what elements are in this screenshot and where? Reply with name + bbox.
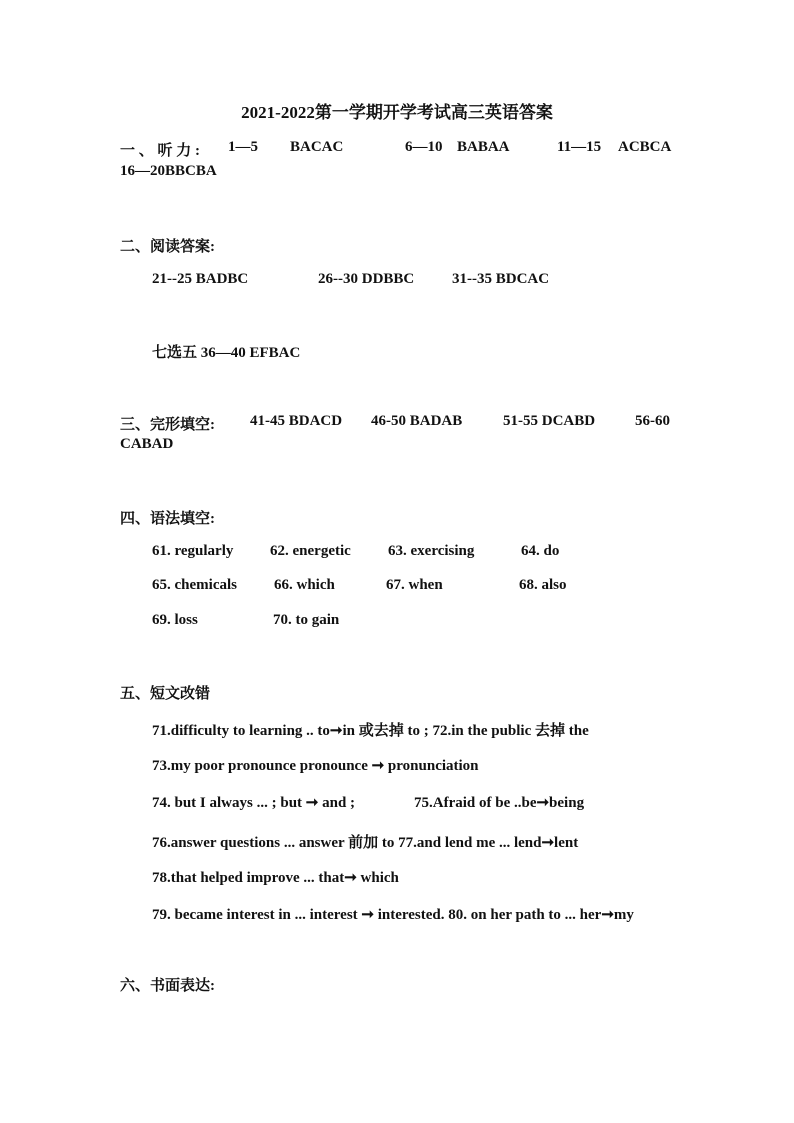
grammar-item: 67. when xyxy=(386,577,443,593)
grammar-item: 61. regularly xyxy=(152,543,234,559)
listening-section xyxy=(120,139,200,160)
grammar-item: 62. energetic xyxy=(270,543,351,559)
correction-line: 75.Afraid of be ..be➞being xyxy=(414,795,585,811)
cloze-line-2: CABAD xyxy=(120,436,174,452)
listening-answers-1: BACAC xyxy=(290,139,344,155)
correction-line: 76.answer questions ... answer 前加 to 77.and lend me ... lend➞lent xyxy=(152,835,579,851)
grammar-item: 69. loss xyxy=(152,612,198,628)
grammar-item: 68. also xyxy=(519,577,567,593)
correction-line: 74. but I always ... ; but ➞ and ; xyxy=(152,795,356,811)
writing-label: 六、书面表达: xyxy=(120,978,215,994)
listening-label: 一 、 听 力 : xyxy=(120,143,200,159)
reading-label: 二、阅读答案: xyxy=(120,239,215,255)
seven-choose-five: 七选五 36—40 EFBAC xyxy=(152,345,301,361)
grammar-item: 66. which xyxy=(274,577,335,593)
grammar-item: 64. do xyxy=(521,543,560,559)
cloze-label: 三、完形填空: xyxy=(120,417,215,433)
grammar-item: 63. exercising xyxy=(388,543,475,559)
listening-group-2: 6—10 xyxy=(405,139,443,155)
page-title: 2021-2022第一学期开学考试高三英语答案 xyxy=(241,103,553,122)
reading-group-3: 31--35 BDCAC xyxy=(452,271,550,287)
listening-answers-2: BABAA xyxy=(457,139,510,155)
reading-group-2: 26--30 DDBBC xyxy=(318,271,415,287)
listening-line-2: 16—20BBCBA xyxy=(120,163,217,179)
correction-line: 71.difficulty to learning .. to➞in 或去掉 to ; 72.in the public 去掉 the xyxy=(152,723,589,739)
cloze-group-1: 41-45 BDACD xyxy=(250,413,343,429)
listening-group-1: 1—5 xyxy=(228,139,258,155)
listening-answers-3: ACBCA xyxy=(618,139,672,155)
correction-line: 79. became interest in ... interest ➞ interested. 80. on her path to ... her➞my xyxy=(152,907,634,923)
grammar-item: 70. to gain xyxy=(273,612,340,628)
cloze-group-4: 56-60 xyxy=(635,413,670,429)
correction-line: 78.that helped improve ... that➞ which xyxy=(152,870,399,886)
listening-group-3: 11—15 xyxy=(557,139,602,155)
correction-label: 五、短文改错 xyxy=(120,686,211,702)
cloze-group-2: 46-50 BADAB xyxy=(371,413,463,429)
correction-line: 73.my poor pronounce pronounce ➞ pronunciation xyxy=(152,758,479,774)
grammar-item: 65. chemicals xyxy=(152,577,237,593)
cloze-group-3: 51-55 DCABD xyxy=(503,413,596,429)
grammar-label: 四、语法填空: xyxy=(120,511,215,527)
reading-group-1: 21--25 BADBC xyxy=(152,271,249,287)
